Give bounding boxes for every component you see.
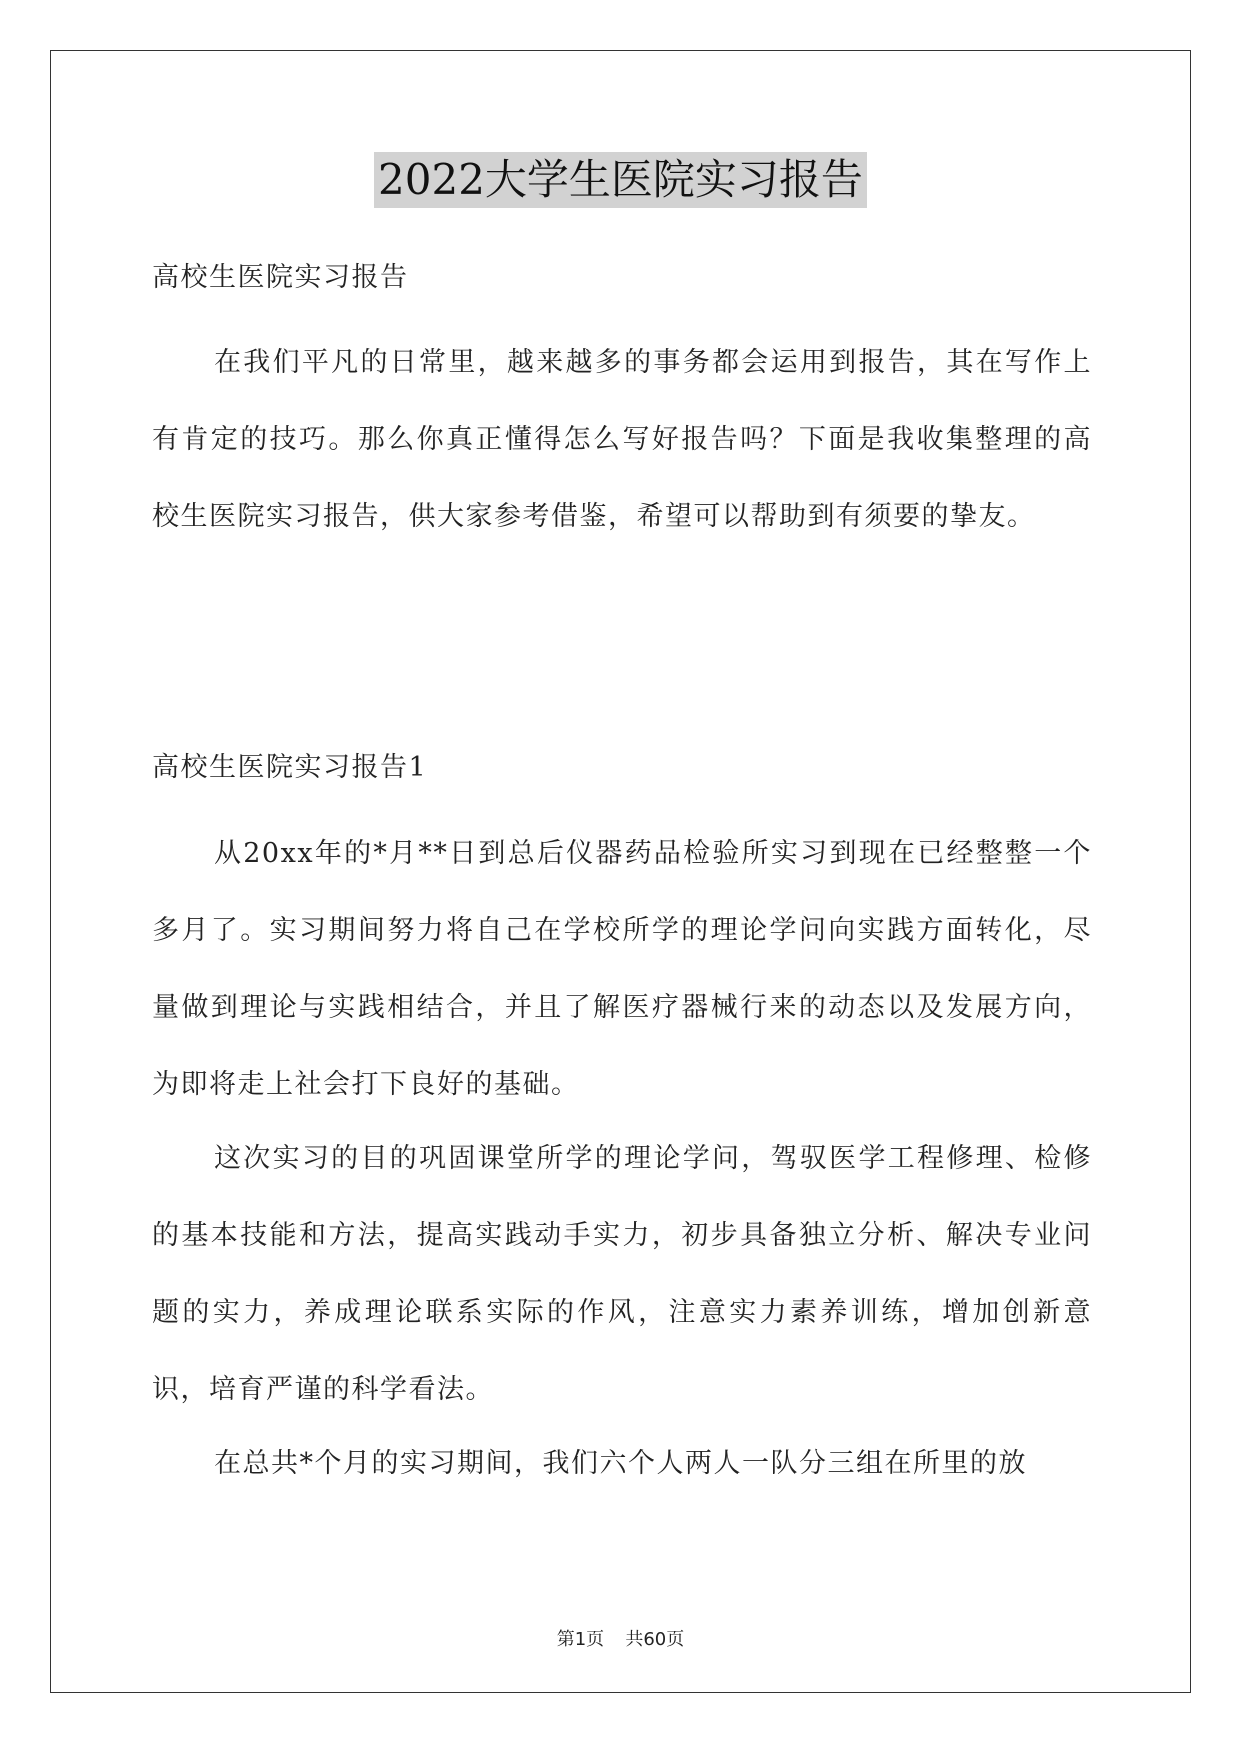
section-heading: 高校生医院实习报告1 [152,752,428,783]
document-subtitle: 高校生医院实习报告 [152,262,409,293]
title-container [0,152,1241,208]
document-title: 2022大学生医院实习报告 [374,152,867,208]
page-footer [0,1625,1241,1651]
body-paragraph-2: 这次实习的目的巩固课堂所学的理论学问，驾驭医学工程修理、检修的基本技能和方法，提高实践动手实力，初步具备独立分析、解决专业问题的实力，养成理论联系实际的作风，注意实力素养训练，增加创新意识，培育严谨的科学看法。 [152,1143,1092,1405]
page-number: 第1页 [556,1629,605,1650]
body-paragraph-3: 在总共*个月的实习期间，我们六个人两人一队分三组在所里的放 [214,1448,1027,1479]
intro-paragraph: 在我们平凡的日常里，越来越多的事务都会运用到报告，其在写作上有肯定的技巧。那么你真正懂得怎么写好报告吗？下面是我收集整理的高校生医院实习报告，供大家参考借鉴，希望可以帮助到有须要的挚友。 [152,347,1092,532]
body-paragraph-1: 从20xx年的*月**日到总后仪器药品检验所实习到现在已经整整一个多月了。实习期间努力将自己在学校所学的理论学问向实践方面转化，尽量做到理论与实践相结合，并且了解医疗器械行来的动态以及发展方向，为即将走上社会打下良好的基础。 [152,838,1092,1100]
page-total: 共60页 [625,1629,685,1650]
